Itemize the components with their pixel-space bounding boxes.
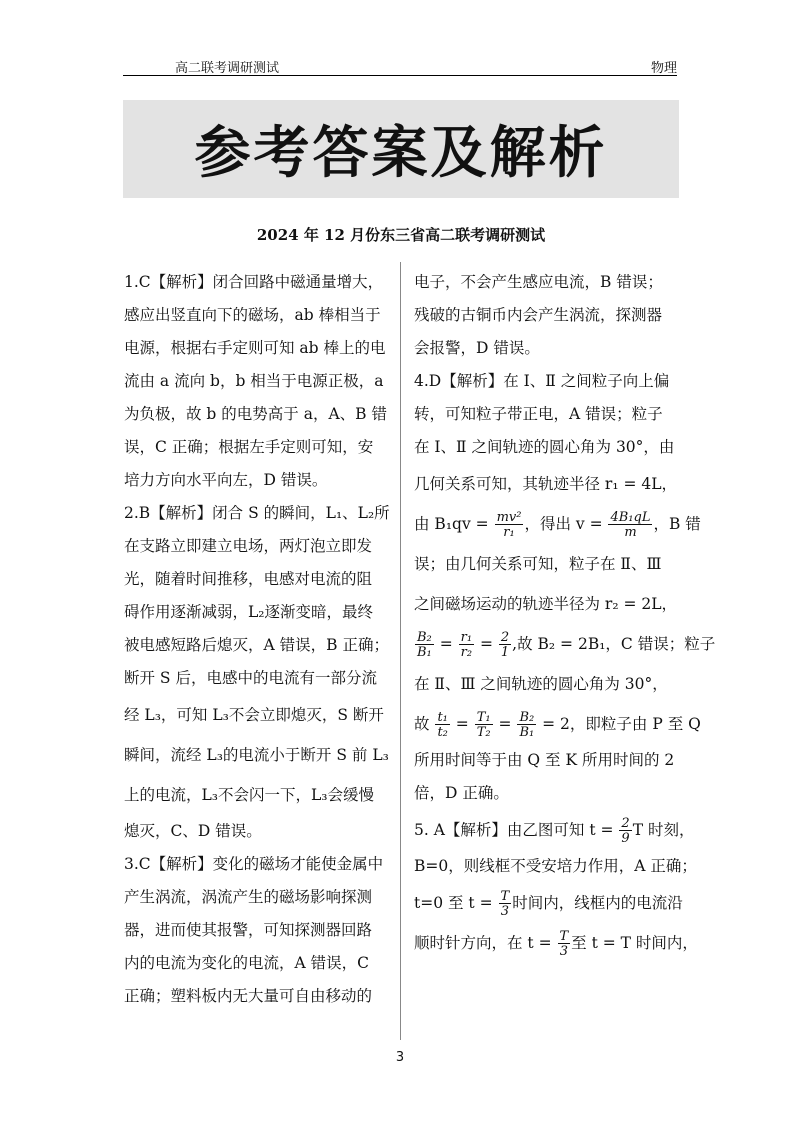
text-line: B=0，则线框不受安培力作用，A 正确； [414,857,697,875]
text-line: 残破的古铜币内会产生涡流，探测器 [414,306,663,324]
text-line: 在 Ⅱ、Ⅲ 之间轨迹的圆心角为 30°， [414,675,668,693]
text-line: 光，随着时间推移，电感对电流的阻 [124,570,373,588]
text-run: ，B 错 [653,515,701,533]
denominator: r₁ [495,524,524,539]
text-line: 流由 a 流向 b，b 相当于电源正极，a [124,372,384,390]
formula-line [414,810,695,850]
formula-line [414,504,701,544]
answer-q3 [124,848,386,1013]
text-line: 几何关系可知，其轨迹半径 r₁ = 4L， [414,475,678,493]
text-line: 在 Ⅰ、Ⅱ 之间轨迹的圆心角为 30°，由 [414,438,675,456]
fraction [495,511,524,539]
denominator: 9 [621,831,630,846]
text-line: 在支路立即建立电场，两灯泡立即发 [124,537,373,555]
text-line: 之间磁场运动的轨迹半径为 r₂ = 2L， [414,595,678,613]
text-line: 误，C 正确；根据左手定则可知，安 [124,438,374,456]
text-line: 4.D【解析】在 Ⅰ、Ⅱ 之间粒子向上偏 [414,372,670,390]
text-run: t=0 至 t = [414,894,498,912]
page-header [123,55,677,76]
text-line: 感应出竖直向下的磁场，ab 棒相当于 [124,306,381,324]
left-column [124,266,390,1013]
title-banner [123,100,679,198]
numerator: mv² [496,510,522,525]
text-line: 为负极，故 b 的电势高于 a，A、B 错 [124,405,387,423]
text-run: = [434,635,458,653]
text-line: 上的电流，L₃不会闪一下，L₃会缓慢 [124,786,375,804]
numerator: T [500,889,510,904]
text-run: 故 [414,715,435,733]
text-line: 产生涡流，涡流产生的磁场影响探测 [124,888,373,906]
denominator: B₁ [417,645,432,660]
answer-q1 [124,266,386,497]
right-column [414,266,716,963]
numerator: 2 [500,630,510,645]
denominator: T₂ [476,725,491,740]
text-line: 转，可知粒子带正电，A 错误；粒子 [414,405,663,423]
text-line: 误；由几何关系可知，粒子在 Ⅱ、Ⅲ [414,555,662,573]
fraction [459,631,474,659]
column-divider [400,262,401,1040]
text-line: 3.C【解析】变化的磁场才能使金属中 [124,855,384,873]
exam-subtitle: 2024 年 12 月份东三省高二联考调研测试 [256,226,546,244]
formula-line [414,923,698,963]
numerator: T [559,929,569,944]
text-run: 由 B₁qv = [414,515,494,533]
denominator: t₂ [437,725,448,740]
fraction [558,930,571,958]
text-run: 至 t = T 时间内， [571,934,698,952]
fraction [499,890,512,918]
text-run: T 时刻， [632,821,695,839]
text-line: 电子，不会产生感应电流，B 错误； [414,273,663,291]
numerator: B₂ [519,710,535,725]
numerator: T₁ [476,710,491,725]
numerator: B₂ [417,630,432,645]
numerator: 4B₁qL [610,510,651,525]
text-run: = 2，即粒子由 P 至 Q [537,715,701,733]
fraction [475,711,493,739]
text-line: 2.B【解析】闭合 S 的瞬间，L₁、L₂所 [124,504,390,522]
page-number: 3 [395,1050,405,1065]
numerator: r₁ [460,630,473,645]
answer-q5 [414,810,698,963]
header-subject: 物理 [650,61,677,76]
text-line: 倍，D 正确。 [414,784,509,802]
text-run: = [493,715,517,733]
text-run: ，得出 v = [524,515,608,533]
text-run: ,故 B₂ = 2B₁，C 错误；粒子 [512,635,716,653]
formula-line [414,624,716,664]
answer-q2 [124,497,390,848]
text-line: 熄灭，C、D 错误。 [124,822,262,840]
text-line: 所用时间等于由 Q 至 K 所用时间的 2 [414,751,675,769]
formula-line [414,704,701,744]
text-line: 器，进而使其报警，可知探测器回路 [124,921,373,939]
text-line: 被电感短路后熄灭，A 错误，B 正确； [124,636,389,654]
fraction [608,511,652,539]
numerator: 2 [621,816,630,831]
fraction [499,631,511,659]
formula-line [414,883,683,923]
text-run: = [475,635,498,653]
denominator: r₂ [460,645,473,660]
answer-q3-continued [414,266,680,365]
text-line: 培力方向水平向左，D 错误。 [124,471,328,489]
fraction [619,817,631,845]
text-line: 正确；塑料板内无大量可自由移动的 [124,987,373,1005]
denominator: B₁ [519,725,535,740]
answer-q4 [414,365,716,810]
fraction [415,631,434,659]
header-left-text: 高二联考调研测试 [175,61,280,76]
denominator: 3 [499,903,512,918]
text-line: 内的电流为变化的电流，A 错误，C [124,954,369,972]
text-line: 瞬间，流经 L₃的电流小于断开 S 前 L₃ [124,746,389,764]
denominator: m [608,524,652,539]
text-line: 1.C【解析】闭合回路中磁通量增大， [124,273,384,291]
text-run: = [450,715,474,733]
banner-title: 参考答案及解析 [194,121,608,186]
numerator: t₁ [437,710,448,725]
text-line: 会报警，D 错误。 [414,339,540,357]
text-line: 经 L₃，可知 L₃不会立即熄灭，S 断开 [124,706,384,724]
text-run: 顺时针方向，在 t = [414,934,557,952]
fraction [517,711,536,739]
text-line: 碍作用逐渐减弱，L₂逐渐变暗，最终 [124,603,374,621]
text-run: 时间内，线框内的电流沿 [512,894,683,912]
denominator: 3 [558,943,571,958]
text-line: 断开 S 后，电感中的电流有一部分流 [124,669,377,687]
denominator: 1 [500,645,510,660]
text-run: 5. A【解析】由乙图可知 t = [414,821,619,839]
text-line: 电源，根据右手定则可知 ab 棒上的电 [124,339,386,357]
fraction [435,711,449,739]
